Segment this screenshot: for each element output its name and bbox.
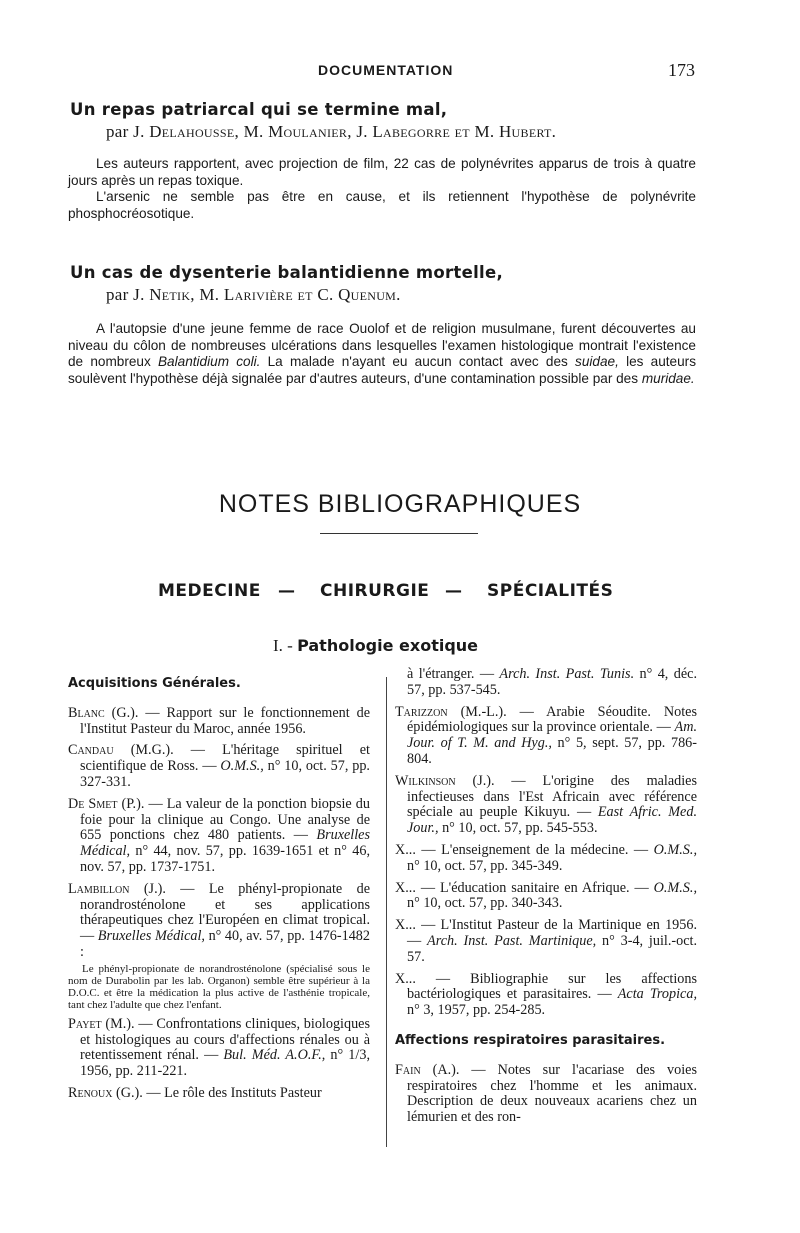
running-head [0, 60, 800, 82]
right-column [395, 667, 697, 1132]
column-divider [386, 677, 387, 1147]
category-heading: Affections respiratoires parasitaires. [395, 1032, 666, 1048]
bib-entry: Tarizzon (M.-L.). — Arabie Séoudite. Notes épidémiologiques sur la province orientale. — Am. Jour. of T. M. and Hyg., n° 5, sept. 57, pp. 786-804. [395, 703, 697, 767]
bib-entry-continued: à l'étranger. — Arch. Inst. Past. Tunis. n° 4, déc. 57, pp. 537-545. [407, 666, 697, 698]
article1-body [68, 156, 696, 222]
page-number: 173 [668, 60, 695, 80]
section-title: MEDECINE — CHIRURGIE — SPÉCIALITÉS [158, 581, 614, 601]
article2-title: Un cas de dysenterie balantidienne mortelle, [70, 263, 504, 282]
bib-entry: Payet (M.). — Confrontations cliniques, biologiques et histologiques au cours d'affections rénales ou à retentissement rénal. — Bul. Méd. A.O.F., n° 1/3, 1956, pp. 211-221. [68, 1015, 370, 1080]
article1-paragraph: Les auteurs rapportent, avec projection de film, 22 cas de polynévrites apparus de trois à quatre jours après un repas toxique. [68, 156, 696, 188]
notes-title: NOTES BIBLIOGRAPHIQUES [218, 490, 582, 518]
article2-body [68, 321, 696, 387]
bib-entry: X... — L'Institut Pasteur de la Martinique en 1956. — Arch. Inst. Past. Martinique, n° 3-4, juil.-oct. 57. [395, 917, 698, 965]
title-rule [320, 533, 478, 534]
bib-entry: Blanc (G.). — Rapport sur le fonctionnement de l'Institut Pasteur du Maroc, année 1956. [68, 704, 370, 737]
bib-entry: X... — Bibliographie sur les affections bactériologiques et parasitaires. — Acta Tropica, n° 3, 1957, pp. 254-285. [395, 970, 697, 1019]
bib-entry: De Smet (P.). — La valeur de la ponction biopsie du foie pour la clinique au Congo. Une analyse de 655 ponctions chez 480 patients. — Bruxelles Médical, n° 44, nov. 57, pp. 1639-1651 et n° 46, nov. 57, pp. 1737-1751. [68, 795, 370, 875]
bib-entry: Fain (A.). — Notes sur l'acariase des voies respiratoires chez l'homme et les animaux. Description de deux nouveaux acariens chez un lémurien et des ron- [395, 1061, 697, 1126]
bib-entry: X... — L'éducation sanitaire en Afrique. — O.M.S., n° 10, oct. 57, pp. 340-343. [395, 879, 697, 912]
bib-entry: Lambillon (J.). — Le phényl-propionate de norandrosténolone et ses applications thérapeutiques chez l'Européen en climat tropical. — Bruxelles Médical, n° 40, av. 57, pp. 1476-1482 : [68, 880, 370, 960]
article2-paragraph: A l'autopsie d'une jeune femme de race Ouolof et de religion musulmane, furent découvertes au niveau du côlon de nombreuses ulcérations dans lesquelles l'examen histologique montrait l'existence de nombreux Balantidium coli. La malade n'ayant eu aucun contact avec des suidae, les auteurs soulèvent l'hypothèse déjà signalée par d'autres auteurs, d'une contamination possible par des muridae. [68, 321, 696, 386]
bib-entry: Wilkinson (J.). — L'origine des maladies infectieuses dans l'Est Africain avec référence spéciale au peuple Kikuyu. — East Afric. Med. Jour., n° 10, oct. 57, pp. 545-553. [395, 772, 697, 837]
article2-authors: par J. Netik, M. Larivière et C. Quenum. [106, 285, 401, 304]
article1-title: Un repas patriarcal qui se termine mal, [70, 100, 448, 119]
bib-entry: Candau (M.G.). — L'héritage spirituel et scientifique de Ross. — O.M.S., n° 10, oct. 57, pp. 327-331. [68, 742, 370, 790]
journal-section-title: DOCUMENTATION [318, 62, 454, 78]
left-column [68, 676, 370, 1108]
article1-paragraph: L'arsenic ne semble pas être en cause, et ils retiennent l'hypothèse de polynévrite phosphocréosotique. [68, 189, 696, 221]
category-heading: Acquisitions Générales. [68, 676, 241, 691]
bib-note: Le phényl-propionate de norandrosténolone (spécialisé sous le nom de Durabolin par les lab. Organon) semble être supérieur à la D.O.C. et être la médication la plus active de l'asthénie tropicale, tant chez l'adulte que chez l'enfant. [68, 962, 370, 1011]
bib-entry: Renoux (G.). — Le rôle des Instituts Pasteur [68, 1084, 322, 1101]
subsection-title: I. - Pathologie exotique [273, 636, 479, 655]
article1-authors: par J. Delahousse, M. Moulanier, J. Labegorre et M. Hubert. [106, 122, 557, 141]
bib-entry: X... — L'enseignement de la médecine. — O.M.S., n° 10, oct. 57, pp. 345-349. [395, 841, 697, 874]
